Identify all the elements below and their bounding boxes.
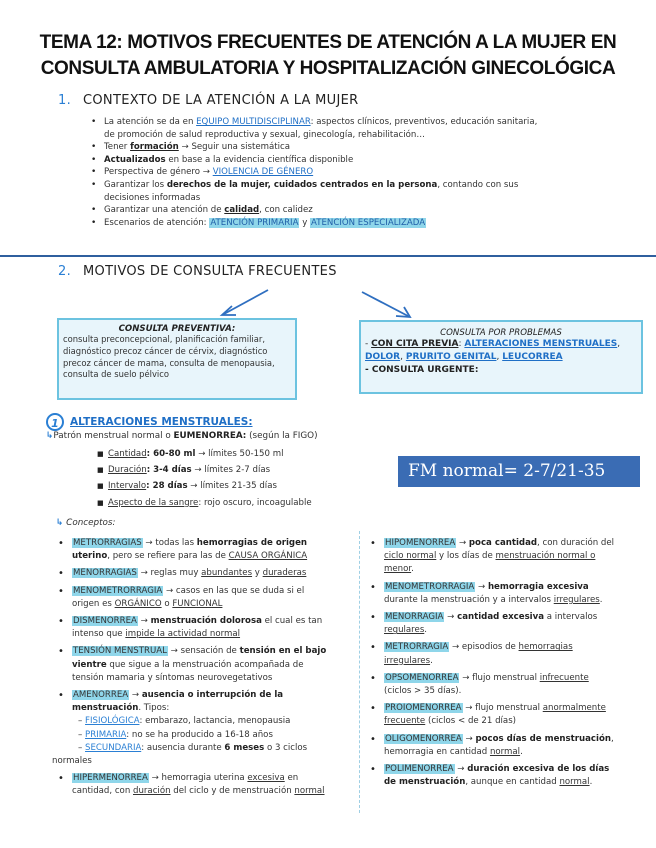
violencia-link[interactable]: VIOLENCIA DE GÉNERO xyxy=(212,167,314,178)
preventive-consultation-box xyxy=(57,318,297,400)
concepts-right-column xyxy=(384,537,640,793)
prurito-link[interactable]: PRURITO GENITAL xyxy=(405,352,497,362)
section-2-title: MOTIVOS DE CONSULTA FRECUENTES xyxy=(83,264,337,279)
list-item: ■ Intervalo: 28 días → límites 21-35 días xyxy=(108,480,378,493)
return-arrow-icon: ↳ xyxy=(56,518,64,528)
list-item: • Tener formación → Seguir una sistemática xyxy=(104,141,604,154)
alteraciones-link[interactable]: ALTERACIONES MENSTRUALES xyxy=(464,339,618,349)
list-item: • Escenarios de atención: ATENCIÓN PRIMARIA y ATENCIÓN ESPECIALIZADA xyxy=(104,217,604,230)
preventive-box-title: CONSULTA PREVENTIVA: xyxy=(118,324,236,334)
list-item: • Actualizados en base a la evidencia científica disponible xyxy=(104,154,604,167)
list-item: • OLIGOMENORREA → pocos días de menstruación, hemorragia en cantidad normal. xyxy=(384,733,640,759)
preventive-box-text: consulta preconcepcional, planificación familiar, diagnóstico precoz cáncer de cérvix, diagnóstico precoz cáncer de mama, consulta de menopausia, consulta de suelo pélvico xyxy=(63,334,275,380)
list-item: • DISMENORREA → menstruación dolorosa el cual es tan intenso que impide la actividad normal xyxy=(72,615,342,641)
pattern-source: (según la FIGO) xyxy=(246,431,318,441)
list-item: • MENORRAGIA → cantidad excesiva a intervalos regulares. xyxy=(384,611,640,637)
eumenorrea-list xyxy=(108,448,378,513)
list-item: • MENOMETRORRAGIA → hemorragia excesiva durante la menstruación y a intervalos irregulares. xyxy=(384,581,640,607)
number-circle-icon: 1 xyxy=(46,413,64,431)
alteraciones-heading: ALTERACIONES MENSTRUALES: xyxy=(70,416,253,428)
problems-box-text: - CON CITA PREVIA: ALTERACIONES MENSTRUALES, DOLOR, PRURITO GENITAL, LEUCORREA - CONSULTA URGENTE: xyxy=(365,339,621,375)
title-line-1: TEMA 12: MOTIVOS FRECUENTES DE ATENCIÓN A LA MUJER EN xyxy=(39,32,617,53)
equipo-link[interactable]: EQUIPO MULTIDISCIPLINAR xyxy=(196,117,311,127)
list-item: • TENSIÓN MENSTRUAL → sensación de tensión en el bajo vientre que sigue a la menstruación acompañada de tensión mamaria y síntomas neurovegetativos xyxy=(72,645,342,685)
right-arrow-icon xyxy=(362,292,410,317)
concepts-label: ↳ Conceptos: xyxy=(56,518,116,528)
problems-consultation-box xyxy=(359,320,643,394)
highlight-especializada: ATENCIÓN ESPECIALIZADA xyxy=(311,217,426,228)
list-item: • PROIOMENORREA → flujo menstrual anormalmente frecuente (ciclos < de 21 días) xyxy=(384,702,640,728)
section-1-heading xyxy=(58,93,358,108)
pattern-line: ↳Patrón menstrual normal o EUMENORREA: (según la FIGO) xyxy=(46,431,318,441)
list-item: ■ Cantidad: 60-80 ml → límites 50-150 ml xyxy=(108,448,378,461)
context-list xyxy=(104,116,604,229)
list-item: • MENOMETRORRAGIA → casos en las que se duda si el origen es ORGÁNICO o FUNCIONAL xyxy=(72,585,342,611)
return-arrow-icon: ↳ xyxy=(46,431,54,441)
list-item: • MENORRAGIAS → reglas muy abundantes y duraderas xyxy=(72,567,342,580)
list-item: • La atención se da en EQUIPO MULTIDISCIPLINAR: aspectos clínicos, preventivos, educación sanitaria, de promoción de salud reproductiva y sexual, ginecología, rehabilitación… xyxy=(104,116,604,141)
list-item: ■ Aspecto de la sangre: rojo oscuro, incoagulable xyxy=(108,497,378,510)
section-1-number: 1. xyxy=(58,93,72,108)
title-line-2: CONSULTA AMBULATORIA Y HOSPITALIZACIÓN GINECOLÓGICA xyxy=(40,58,616,79)
highlight-primaria: ATENCIÓN PRIMARIA xyxy=(210,217,299,228)
fm-normal-banner: FM normal= 2-7/21-35 xyxy=(398,456,640,487)
list-item: • Perspectiva de género → VIOLENCIA DE GÉNERO xyxy=(104,166,604,179)
page-title xyxy=(20,30,636,82)
section-1-title: CONTEXTO DE LA ATENCIÓN A LA MUJER xyxy=(83,93,359,108)
column-divider xyxy=(359,531,360,813)
list-item: • OPSOMENORREA → flujo menstrual infrecuente (ciclos > 35 días). xyxy=(384,672,640,698)
problems-box-title: CONSULTA POR PROBLEMAS xyxy=(440,328,562,338)
left-arrow-icon xyxy=(222,290,268,315)
leucorrea-link[interactable]: LEUCORREA xyxy=(502,352,563,362)
list-item: • AMENORREA → ausencia o interrupción de la menstruación. Tipos: – FISIOLÓGICA: embarazo, lactancia, menopausia – PRIMARIA: no se ha producido a 16-18 años – SECUNDARIA: ausencia durante 6 meses o 3 ciclos xyxy=(72,689,342,755)
section-2-number: 2. xyxy=(58,264,72,279)
section-2-heading xyxy=(58,264,337,279)
list-item: • Garantizar los derechos de la mujer, cuidados centrados en la persona, contando con sus decisiones informadas xyxy=(104,179,604,204)
list-item: ■ Duración: 3-4 días → límites 2-7 días xyxy=(108,464,378,477)
list-item: • HIPERMENORREA → hemorragia uterina excesiva en cantidad, con duración del ciclo y de menstruación normal xyxy=(72,772,342,798)
dolor-link[interactable]: DOLOR xyxy=(365,352,401,362)
list-item: • Garantizar una atención de calidad, con calidez xyxy=(104,204,604,217)
list-item: • METRORRAGIA → episodios de hemorragias irregulares. xyxy=(384,641,640,667)
list-item: • POLIMENORREA → duración excesiva de los días de menstruación, aunque en cantidad normal. xyxy=(384,763,640,789)
section-divider xyxy=(0,255,656,257)
concepts-left-column xyxy=(52,537,342,803)
list-item: • METRORRAGIAS → todas las hemorragias de origen uterino, pero se refiere para las de CAUSA ORGÁNICA xyxy=(72,537,342,563)
amenorrea-continuation: normales xyxy=(52,756,92,767)
list-item: • HIPOMENORREA → poca cantidad, con duración del ciclo normal y los días de menstruación normal o menor. xyxy=(384,537,640,577)
